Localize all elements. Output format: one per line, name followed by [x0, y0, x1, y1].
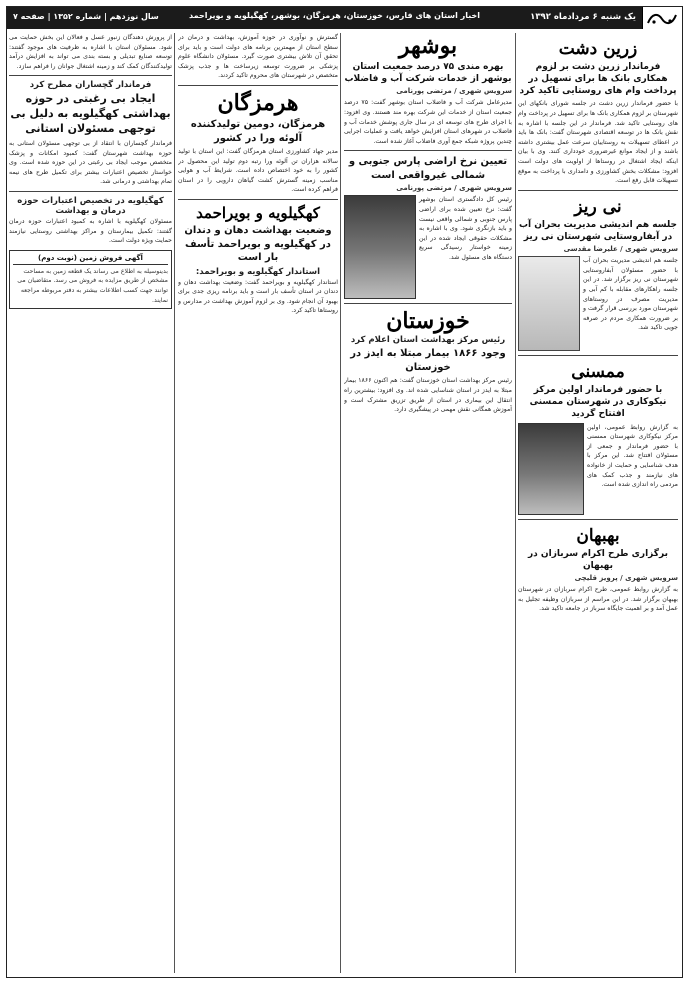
story-headline: وجود ۱۸۶۶ بیمار مبتلا به ایدز در خوزستان: [350, 348, 506, 373]
story-body: مدیرعامل شرکت آب و فاضلاب استان بوشهر گفت: ۷۵ درصد جمعیت استان از خدمات این شرکت بهره مند هستند. وی افزود: با اجرای طرح های توسعه ای در سال جاری پوشش خدمات آب و فاضلاب در شهرهای استان افزایش خواهد یافت و عملیات اجرایی چندین پروژه شبکه جمع آوری فاضلاب آغاز شده است.: [344, 99, 512, 145]
story-headline: تعیین نرخ اراضی پارس جنوبی و شمالی غیرواقعی است: [348, 156, 508, 181]
newspaper-page: [6, 6, 683, 978]
story-body: گسترش و نوآوری در حوزه آموزش، بهداشت و درمان در سطح استان از مهمترین برنامه های دولت است و باید برای تحقق آن تلاش بیشتری صورت گیرد. مسئولان دانشگاه علوم پزشکی بر ضرورت توسعه زیرساخت ها و جذب پزشک متخصص در شهرستان های محروم تاکید کردند.: [178, 34, 338, 80]
column-right: [518, 33, 678, 973]
story-headline: وضعیت بهداشت دهان و دندان در کهگیلویه و بویراحمد تأسف بار است: [184, 225, 332, 264]
story-body: رئیس مرکز بهداشت استان خوزستان گفت: هم اکنون ۱۸۶۶ بیمار مبتلا به ایدز در استان شناسایی شده اند. وی افزود: بیشترین راه انتقال این بیماری در استان از طریق تزریق مشترک است و آموزش همگانی نقش مهمی در پیشگیری دارد.: [344, 377, 512, 414]
column-left: [9, 33, 172, 973]
story-body: فرماندار گچساران با انتقاد از بی توجهی مسئولان استانی به حوزه بهداشت شهرستان گفت: کمبود امکانات و پزشک متخصص موجب ایجاد بی رغبتی در این حوزه شده است. وی خواستار تخصیص اعتبارات بیشتر برای تکمیل طرح های نیمه تمام بهداشتی و درمانی شد.: [9, 139, 172, 186]
issue-number: سال نوزدهم | شماره ۱۳۵۲ | صفحه ۷: [13, 12, 159, 21]
story-kicker: هرمزگان: [217, 90, 299, 117]
story-body: با حضور فرماندار زرین دشت در جلسه شورای بانکهای این شهرستان بر لزوم همکاری بانک ها برای تسهیل در پرداخت وام های روستایی تاکید شد. فرماندار در این جلسه با اشاره به نقش بانک ها در توسعه اقتصادی شهرستان گفت: بانک ها باید در اعطای تسهیلات به روستاییان سرعت عمل بیشتری داشته باشند و از ایجاد موانع غیرضروری خودداری کنند. وی با بیان اینکه ایجاد اشتغال در روستاها از اولویت های دولت است افزود: مشکلات بخش کشاورزی و دامداری با پرداخت به موقع تسهیلات قابل رفع است.: [518, 100, 678, 185]
section-strip: اخبار استان های فارس، خوزستان، هرمزگان، بوشهر، کهگیلویه و بویراحمد: [189, 11, 480, 20]
story-headline: با حضور فرماندار اولین مرکز نیکوکاری در شهرستان ممسنی افتتاح گردید: [529, 385, 667, 420]
story-byline: سرویس شهری / مرتضی پورنامی: [396, 184, 512, 193]
page-header: [7, 7, 682, 29]
story-body: جلسه هم اندیشی مدیریت بحران آب با حضور مسئولان آبفاروستایی شهرستان نی ریز برگزار شد. در این جلسه راهکارهای مقابله با کم آبی و مدیریت مصرف در روستاهای شهرستان مورد بررسی قرار گرفت و بر ضرورت همکاری مردم در صرفه جویی تاکید شد.: [583, 257, 678, 332]
ad-body: بدینوسیله به اطلاع می رساند یک قطعه زمین به مساحت مشخص از طریق مزایده به فروش می رسد. متقاضیان می توانند جهت کسب اطلاعات بیشتر به دفتر مربوطه مراجعه نمایند.: [17, 267, 168, 304]
classified-ad-box: [9, 250, 172, 309]
story-kicker: بوشهر: [398, 33, 458, 59]
story-kicker: نی ریز: [574, 196, 622, 217]
story-overline: استاندار کهگیلویه و بویراحمد:: [195, 266, 321, 277]
story-headline: هرمزگان، دومین تولیدکننده آلوئه ورا در کشور: [190, 119, 326, 144]
story-body: استاندار کهگیلویه و بویراحمد گفت: وضعیت بهداشت دهان و دندان در استان تأسف بار است و باید برنامه ریزی جدی برای بهبود آن انجام شود. وی بر لزوم آموزش بهداشت در مدارس و روستاها تاکید کرد.: [178, 278, 338, 315]
story-photo: [518, 423, 584, 515]
ad-title: آگهی فروش زمین (نوبت دوم): [13, 254, 168, 265]
story-overline: رئیس مرکز بهداشت استان اعلام کرد: [350, 335, 506, 346]
story-byline: سرویس شهری / علیرضا مقدسی: [563, 245, 678, 254]
story-overline: کهگیلویه در تخصیص اعتبارات حوزه درمان و بهداشت: [17, 196, 164, 217]
story-headline: فرماندار زرین دشت بر لزوم همکاری بانک ها برای تسهیل در پرداخت وام های روستایی تاکید کرد: [519, 62, 677, 97]
portrait-photo: [344, 195, 416, 299]
story-byline: سرویس شهری / پرویز قلیچی: [574, 573, 678, 582]
story-headline: جلسه هم اندیشی مدیریت بحران آب در آبفاروستایی شهرستان نی ریز: [518, 219, 678, 243]
story-kicker: بهبهان: [576, 525, 620, 546]
story-body: از پرورش دهندگان زنبور عسل و فعالان این بخش حمایت می شود. مسئولان استان با اشاره به ظرفیت های موجود گفتند: توسعه صنایع تبدیلی و بسته بندی می تواند به افزایش درآمد تولیدکنندگان کمک کند و زمینه اشتغال جوانان را فراهم سازد.: [9, 34, 172, 70]
column-center-right: [344, 33, 512, 973]
story-photo: [518, 256, 580, 351]
story-overline: فرماندار گچساران مطرح کرد: [29, 80, 152, 91]
story-headline: برگزاری طرح اکرام سربازان در بهبهان: [528, 548, 668, 571]
story-kicker: ممسنی: [571, 362, 625, 383]
story-body: مدیر جهاد کشاورزی استان هرمزگان گفت: این استان با تولید سالانه هزاران تن آلوئه ورا رتبه دوم تولید این محصول در کشور را به خود اختصاص داده است. شرایط آب و هوایی مناسب زمینه گسترش کشت گیاهان دارویی را در استان فراهم کرده است.: [178, 148, 338, 194]
story-headline: بهره مندی ۷۵ درصد جمعیت استان بوشهر از خدمات شرکت آب و فاضلاب: [344, 62, 512, 85]
story-body: مسئولان کهگیلویه با اشاره به کمبود اعتبارات حوزه درمان گفتند: تکمیل بیمارستان و مراکز بهداشتی روستایی نیازمند حمایت ویژه دولت است.: [9, 218, 172, 245]
story-headline: ایجاد بی رغبتی در حوزه بهداشتی کهگیلویه به دلیل بی توجهی مسئولان استانی: [10, 92, 171, 136]
story-byline: سرویس شهری / مرتضی پورنامی: [396, 87, 512, 96]
story-kicker: زرین دشت: [558, 39, 638, 59]
column-center-left: [178, 33, 338, 973]
issue-date: یک شنبه ۶ مردادماه ۱۳۹۲: [530, 12, 636, 22]
story-kicker: خوزستان: [386, 308, 470, 335]
story-kicker: کهگیلویه و بویراحمد: [196, 204, 320, 223]
story-body: رئیس کل دادگستری استان بوشهر گفت: نرخ تعیین شده برای اراضی پارس جنوبی و شمالی واقعی نیست و باید بازنگری شود. وی با اشاره به مشکلات حقوقی ایجاد شده در این زمینه خواستار رسیدگی سریع دستگاه های مسئول شد.: [419, 196, 512, 261]
story-body: به گزارش روابط عمومی، طرح اکرام سربازان در شهرستان بهبهان برگزار شد. در این مراسم از سربازان وظیفه تجلیل به عمل آمد و بر اهمیت جایگاه سرباز در جامعه تاکید شد.: [518, 585, 678, 613]
story-body: به گزارش روابط عمومی، اولین مرکز نیکوکاری شهرستان ممسنی با حضور فرماندار و جمعی از مسئولان افتتاح شد. این مرکز با هدف شناسایی و حمایت از خانواده های نیازمند و جذب کمک های مردمی راه اندازی شده است.: [587, 423, 678, 489]
masthead-logo: [642, 7, 682, 29]
